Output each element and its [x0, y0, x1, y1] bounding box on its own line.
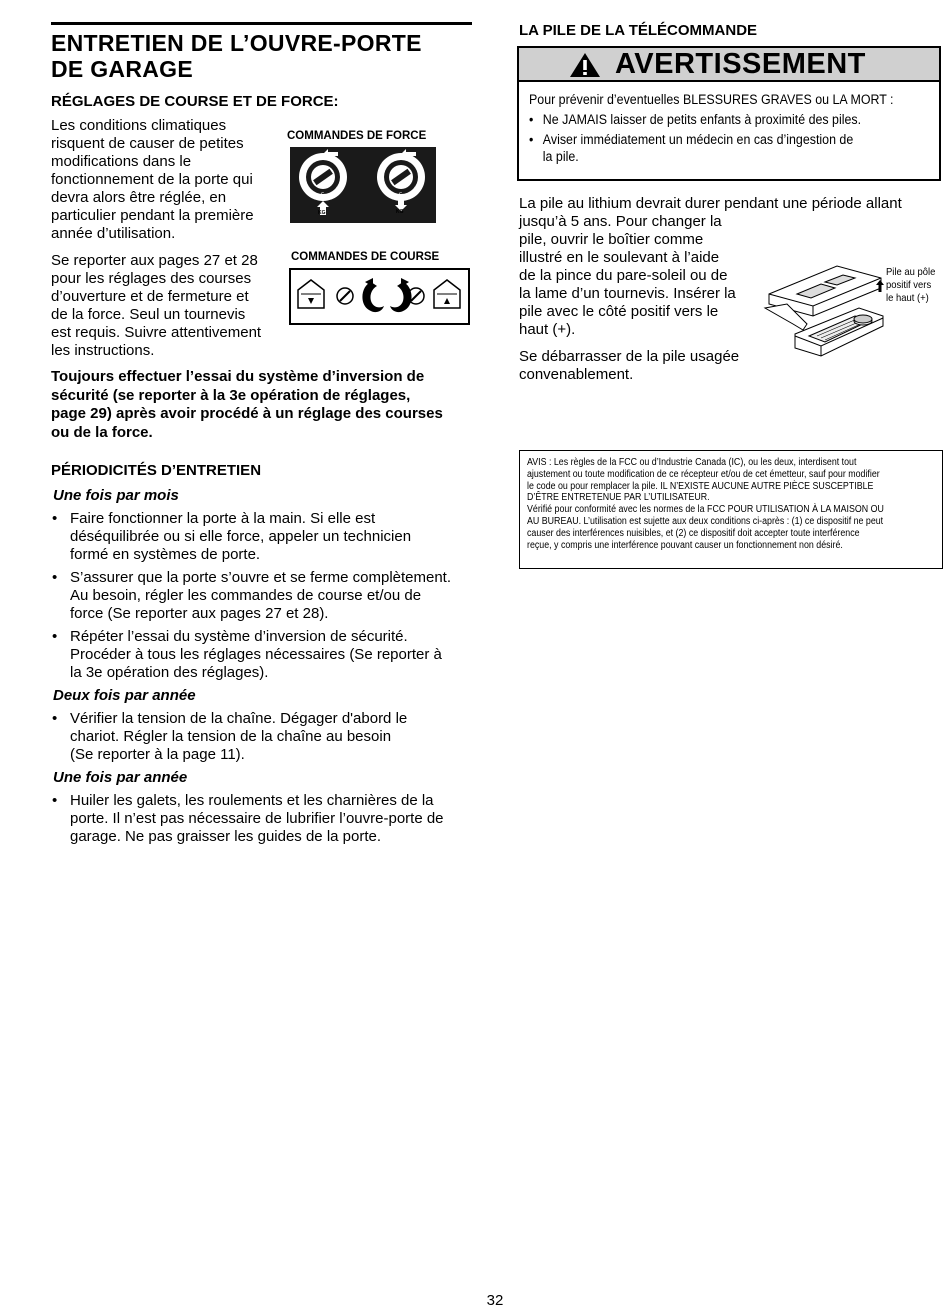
safety-reversal-note: Toujours effectuer l’essai du système d’inversion de sécurité (se reporter à la 3e opération de réglages, page 29) après avoir procédé à un réglage des courses ou de la force.	[51, 368, 443, 441]
svg-text:1: 1	[418, 167, 422, 173]
list-item: • Huiler les galets, les roulements et les charnières de la porte. Il n’est pas nécessaire de lubrifier l’ouvre-porte de garage. Ne pas graisser les guides de la porte.	[52, 792, 478, 846]
svg-text:KG: KG	[318, 210, 326, 216]
title-rule	[51, 22, 472, 25]
svg-text:1: 1	[340, 167, 344, 173]
svg-text:5: 5	[321, 193, 325, 199]
list-item: • Vérifier la tension de la chaîne. Dégager d'abord le chariot. Régler la tension de la chaîne au besoin (Se reporter à la page 11).	[52, 710, 478, 764]
adjust-para-2: Se reporter aux pages 27 et 28 pour les réglages des courses d’ouverture et de fermeture et de la force. Seul un tournevis est requis. Suivre attentivement les instructions.	[51, 252, 262, 359]
up-arrow-icon	[876, 280, 884, 292]
fcc-notice-box	[519, 450, 943, 569]
warning-body: Pour prévenir d’eventuelles BLESSURES GRAVES ou LA MORT : • Ne JAMAIS laisser de petits enfants à proximité des piles. • Aviser immédiatement un médecin en cas d’ingestion de la pile.	[529, 91, 934, 165]
list-item: • S’assurer que la porte s’ouvre et se ferme complètement. Au besoin, régler les commandes de course et/ou de force (Se reporter aux pages 27 et 28).	[52, 569, 478, 623]
svg-text:9: 9	[302, 165, 306, 171]
svg-text:3: 3	[414, 187, 418, 193]
battery-para-2: Se débarrasser de la pile usagée convenablement.	[519, 348, 740, 383]
list-item: • Aviser immédiatement un médecin en cas d’ingestion de la pile.	[529, 132, 854, 164]
schedule-twice-yearly-list	[52, 710, 478, 764]
list-item: • Ne JAMAIS laisser de petits enfants à proximité des piles.	[529, 112, 862, 127]
schedule-monthly-title: Une fois par mois	[53, 487, 179, 504]
svg-text:5: 5	[399, 193, 403, 199]
svg-text:9: 9	[380, 165, 384, 171]
force-controls-figure	[290, 147, 436, 223]
warning-header	[519, 48, 939, 82]
schedule-yearly-list	[52, 792, 478, 846]
maintenance-heading: PÉRIODICITÉS D’ENTRETIEN	[51, 462, 262, 479]
svg-text:KG: KG	[396, 209, 404, 215]
schedule-twice-yearly-title: Deux fois par année	[53, 687, 196, 704]
list-item: • Répéter l’essai du système d’inversion de sécurité. Procéder à tous les réglages nécessaires (Se reporter à la 3e opération des réglages).	[52, 628, 478, 682]
page-number: 32	[486, 1292, 504, 1309]
force-controls-label: COMMANDES DE FORCE	[287, 130, 427, 142]
warning-triangle-icon	[569, 52, 601, 78]
battery-heading: LA PILE DE LA TÉLÉCOMMANDE	[519, 22, 758, 39]
maintenance-schedule	[53, 487, 478, 851]
svg-text:7: 7	[306, 187, 310, 193]
adjust-para-1: Les conditions climatiques risquent de causer de petites modifications dans le fonctionnement de la porte qui devra alors être réglée, en particulier pendant la première année d’utilisation.	[51, 117, 254, 242]
svg-text:7: 7	[384, 187, 388, 193]
schedule-monthly-list	[52, 510, 478, 682]
warning-title: AVERTISSEMENT	[615, 48, 866, 80]
list-item: • Faire fonctionner la porte à la main. Si elle est déséquilibrée ou si elle force, appeler un technicien formé en systèmes de porte.	[52, 510, 478, 564]
schedule-yearly-title: Une fois par année	[53, 769, 188, 786]
svg-text:3: 3	[336, 187, 340, 193]
battery-para-1: La pile au lithium devrait durer pendant une période allant jusqu’à 5 ans. Pour changer la pile, ouvrir le boîtier comme illustré en le soulevant à l’aide de la pince du pare-soleil ou de la lame d’un tournevis. Insérer la pile avec le côté positif vers le haut (+).	[519, 195, 902, 338]
battery-callout: Pile au pôle positif vers le haut (+)	[886, 266, 936, 304]
adjust-heading: RÉGLAGES DE COURSE ET DE FORCE:	[51, 93, 339, 110]
travel-controls-figure	[289, 268, 470, 325]
remote-battery-illustration	[763, 264, 887, 368]
travel-controls-label: COMMANDES DE COURSE	[291, 251, 440, 263]
fcc-notice-text: AVIS : Les règles de la FCC ou d’Industrie Canada (IC), ou les deux, interdisent tout ajustement ou toute modification de ce récepteur et/ou de cet émetteur, sauf pour modifier le code ou pour remplacer la pile. IL N’EXISTE AUCUNE AUTRE PIÈCE SUSCEPTIBLE D’ÊTRE ENTRETENUE PAR L’UTILISATEUR. Vérifié pour conformité avec les normes de la FCC POUR UTILISATION À LA MAISON OU AU BUREAU. L’utilisation est sujette aux deux conditions ci-après : (1) ce dispositif ne peut causer des interférences nuisibles, et (2) ce dispositif doit accepter toute interférence reçue, y compris une interférence pouvant causer un fonctionnement non désiré.	[527, 457, 884, 551]
warning-box	[517, 46, 941, 181]
page-title: ENTRETIEN DE L’OUVRE-PORTE DE GARAGE	[51, 30, 422, 82]
